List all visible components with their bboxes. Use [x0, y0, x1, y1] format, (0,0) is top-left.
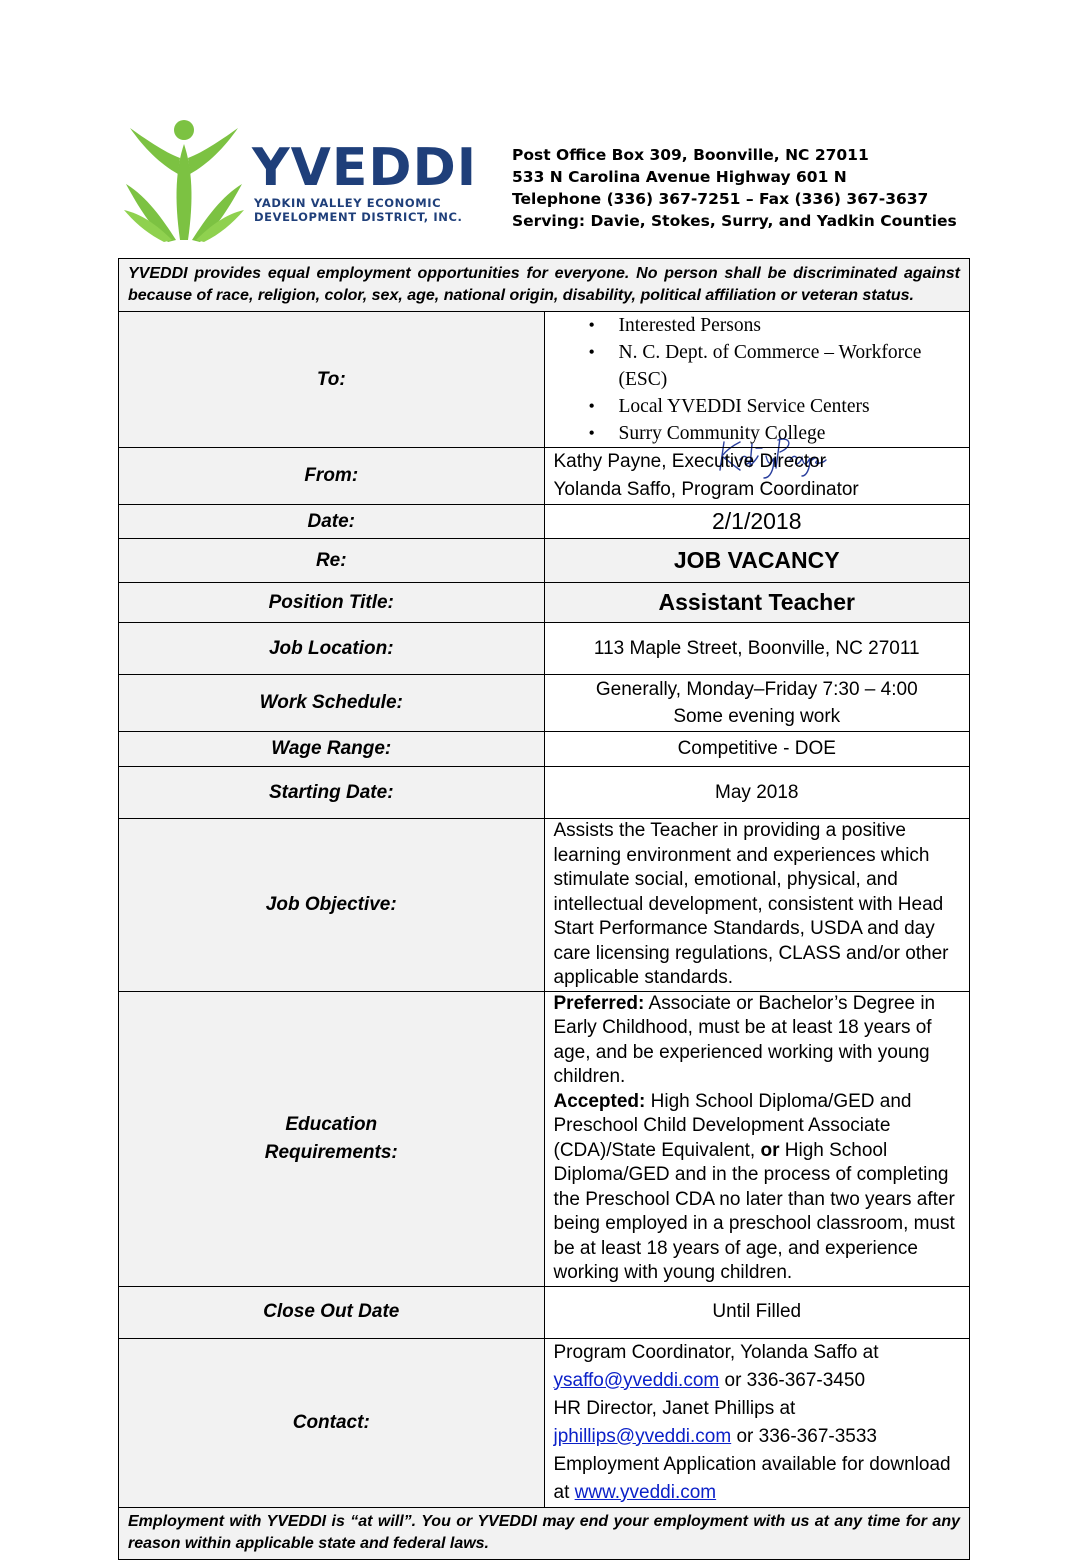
- address-line: Post Office Box 309, Boonville, NC 27011: [512, 146, 869, 164]
- schedule-line: Generally, Monday–Friday 7:30 – 4:00: [595, 679, 918, 700]
- list-item: • Local YVEDDI Service Centers: [619, 393, 970, 420]
- recipient-list: [545, 312, 970, 447]
- preferred-label: Preferred:: [553, 992, 645, 1014]
- education-label-line: Requirements:: [264, 1141, 398, 1163]
- accepted-or: or: [760, 1139, 780, 1161]
- accepted-text: High School Diploma/GED and in the process of completing the Preschool CDA no later than two years after being employed in a preschool classroom, must be at least 18 years of age, and experience working with young children.: [553, 1139, 955, 1283]
- email-link-jphillips[interactable]: jphillips@yveddi.com: [553, 1425, 732, 1447]
- address-line: Serving: Davie, Stokes, Surry, and Yadkin Counties: [512, 212, 957, 230]
- contact-value: [544, 1338, 970, 1507]
- logo-subtitle-line1: YADKIN VALLEY ECONOMIC: [254, 196, 442, 210]
- logo-wordmark: YVEDDI: [252, 138, 478, 198]
- re-label: Re:: [119, 539, 545, 583]
- position-title-label: Position Title:: [119, 583, 545, 623]
- education-label-line: Education: [285, 1113, 378, 1135]
- position-title-value: Assistant Teacher: [544, 583, 970, 623]
- close-out-date-label: Close Out Date: [119, 1286, 545, 1338]
- job-location-value: 113 Maple Street, Boonville, NC 27011: [544, 623, 970, 675]
- accepted-text: High School Diploma/GED and Preschool Child Development Associate (CDA)/State Equivalent,: [553, 1090, 912, 1161]
- work-schedule-label: Work Schedule:: [119, 675, 545, 732]
- contact-text: or 336-367-3450: [719, 1369, 866, 1391]
- letterhead-address: [512, 144, 957, 232]
- date-label: Date:: [119, 505, 545, 539]
- contact-text: HR Director, Janet Phillips at: [553, 1397, 796, 1419]
- logo-subtitle-line2: DEVELOPMENT DISTRICT, INC.: [254, 210, 463, 224]
- schedule-line: Some evening work: [673, 706, 841, 727]
- education-label: [119, 991, 545, 1286]
- date-value: 2/1/2018: [544, 505, 970, 539]
- address-line: Telephone (336) 367-7251 – Fax (336) 367-3637: [512, 190, 929, 208]
- yveddi-logo: [124, 118, 478, 242]
- at-will-notice: Employment with YVEDDI is “at will”. You or YVEDDI may end your employment with us at any time for any reason within applicable state and federal laws.: [119, 1507, 970, 1559]
- starting-date-value: May 2018: [544, 767, 970, 819]
- accepted-requirement: [554, 1090, 964, 1286]
- job-objective-value: Assists the Teacher in providing a positive learning environment and experiences which stimulate social, emotional, physical, and intellectual development, consistent with Head Start Performance Standards, USDA and day care licensing regulations, CLASS and/or other applicable standards.: [544, 819, 970, 992]
- job-location-label: Job Location:: [119, 623, 545, 675]
- contact-line: [554, 1395, 964, 1451]
- email-link-ysaffo[interactable]: ysaffo@yveddi.com: [553, 1369, 720, 1391]
- wage-range-label: Wage Range:: [119, 732, 545, 767]
- re-value: JOB VACANCY: [544, 539, 970, 583]
- accepted-label: Accepted:: [553, 1090, 646, 1112]
- list-item: • N. C. Dept. of Commerce – Workforce (ESC): [619, 339, 970, 393]
- list-item: • Surry Community College: [619, 420, 970, 447]
- from-line: Kathy Payne, Executive Director: [553, 451, 826, 472]
- contact-text: Program Coordinator, Yolanda Saffo at: [553, 1341, 879, 1363]
- preferred-text: Associate or Bachelor’s Degree in Early Childhood, must be at least 18 years of age, and be experienced working with young children.: [553, 992, 936, 1087]
- job-posting-table: [118, 258, 970, 1560]
- contact-text: or 336-367-3533: [731, 1425, 877, 1447]
- close-out-date-value: Until Filled: [544, 1286, 970, 1338]
- to-value: [544, 312, 970, 448]
- from-label: From:: [119, 448, 545, 505]
- to-label: To:: [119, 312, 545, 448]
- contact-text: Employment Application available for download at: [553, 1453, 951, 1503]
- contact-label: Contact:: [119, 1338, 545, 1507]
- eeo-notice: YVEDDI provides equal employment opportunities for everyone. No person shall be discriminated against because of race, religion, color, sex, age, national origin, disability, political affiliation or veteran status.: [119, 259, 970, 312]
- list-item: • Interested Persons: [619, 312, 970, 339]
- contact-line: [554, 1451, 964, 1507]
- from-line: Yolanda Saffo, Program Coordinator: [553, 479, 859, 500]
- education-value: [544, 991, 970, 1286]
- address-line: 533 N Carolina Avenue Highway 601 N: [512, 168, 847, 186]
- from-value: [544, 448, 970, 505]
- job-objective-label: Job Objective:: [119, 819, 545, 992]
- work-schedule-value: [544, 675, 970, 732]
- sprout-figure-icon: [124, 118, 254, 242]
- preferred-requirement: [554, 992, 964, 1090]
- starting-date-label: Starting Date:: [119, 767, 545, 819]
- contact-line: [554, 1339, 964, 1395]
- website-link[interactable]: www.yveddi.com: [574, 1481, 717, 1503]
- wage-range-value: Competitive - DOE: [544, 732, 970, 767]
